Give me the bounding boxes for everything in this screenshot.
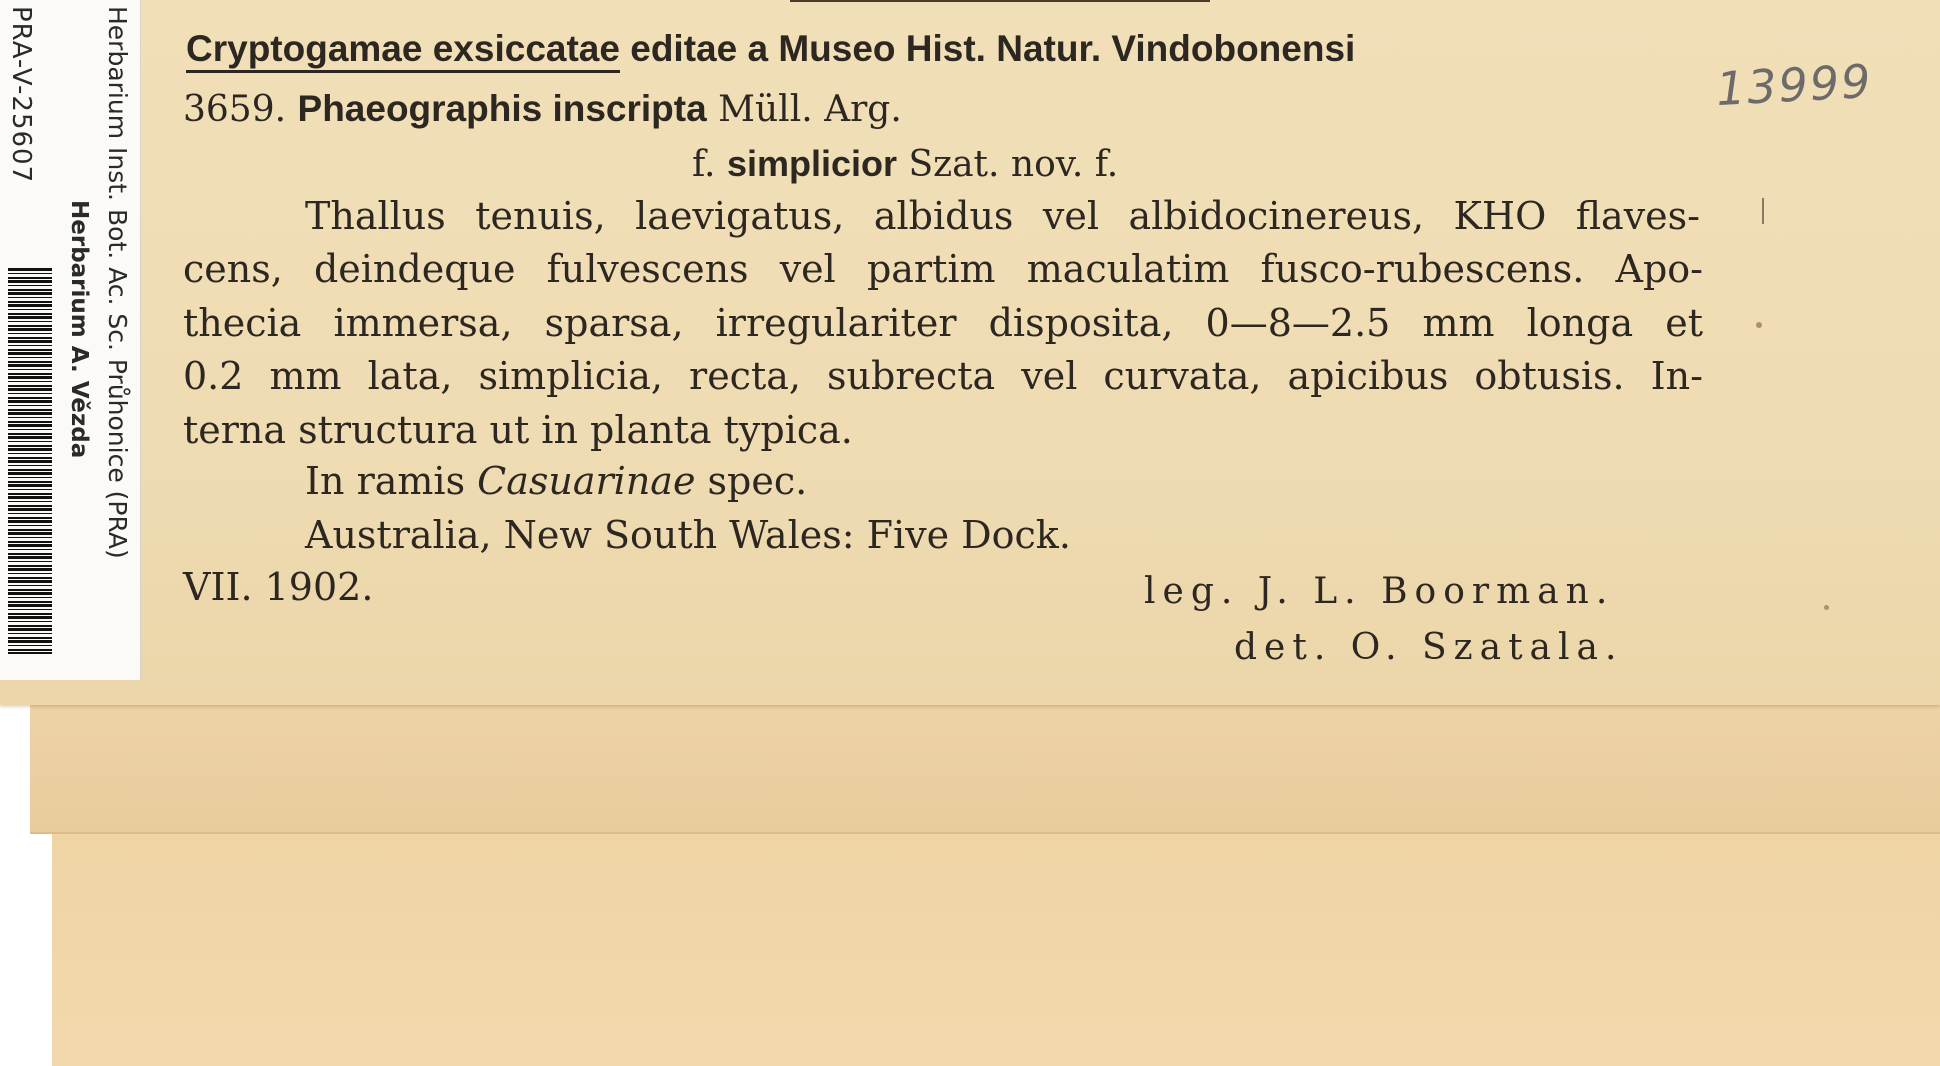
- habitat-line: [305, 459, 807, 503]
- catalog-number: PRA-V-25607: [6, 6, 36, 184]
- speck: [1756, 322, 1762, 328]
- species-number: 3659.: [183, 89, 287, 130]
- herbarium-institution: Herbarium Inst. Bot. Ac. Sc. Průhonice (PRA): [103, 6, 132, 559]
- forma-name: simplicior: [726, 143, 897, 184]
- envelope-body: [52, 834, 1940, 1066]
- habitat-prefix: In ramis: [305, 459, 478, 503]
- handwritten-number: 13999: [1714, 53, 1874, 117]
- label-header: [186, 28, 1355, 70]
- forma-line: [692, 143, 1118, 185]
- habitat-host: Casuarinae: [477, 459, 696, 503]
- collection-date: VII. 1902.: [183, 565, 374, 609]
- habitat-suffix: spec.: [695, 459, 808, 503]
- barcode: [8, 268, 52, 654]
- description-line-2: cens, deindeque fulvescens vel partim maculatim fusco-rubescens. Apo-: [183, 247, 1703, 291]
- description-line-3: thecia immersa, sparsa, irregulariter disposita, 0—8—2.5 mm longa et: [183, 301, 1703, 345]
- pencil-mark: [1762, 198, 1764, 224]
- top-rule: [790, 0, 1210, 2]
- description-line-5: terna structura ut in planta typica.: [183, 408, 853, 452]
- species-name: Phaeographis inscripta: [297, 88, 707, 129]
- description-line-4: 0.2 mm lata, simplicia, recta, subrecta vel curvata, apicibus obtusis. In-: [183, 354, 1703, 398]
- collector: leg. J. L. Boorman.: [1144, 571, 1615, 612]
- description-line-1: Thallus tenuis, laevigatus, albidus vel albidocinereus, KHO flaves-: [305, 194, 1700, 238]
- herbarium-collection: Herbarium A. Vězda: [66, 200, 92, 459]
- envelope-flap: [30, 700, 1940, 834]
- barcode-strip: [0, 0, 141, 680]
- speck: [1824, 605, 1829, 610]
- determiner: det. O. Szatala.: [1234, 627, 1624, 668]
- species-author: Müll. Arg.: [706, 89, 902, 130]
- locality: Australia, New South Wales: Five Dock.: [305, 513, 1071, 557]
- forma-author: Szat. nov. f.: [897, 144, 1119, 185]
- header-title-rest: editae a Museo Hist. Natur. Vindobonensi: [619, 28, 1356, 69]
- forma-prefix: f.: [692, 144, 727, 185]
- header-title-underlined: Cryptogamae exsiccatae: [186, 28, 620, 73]
- species-line: [183, 88, 902, 130]
